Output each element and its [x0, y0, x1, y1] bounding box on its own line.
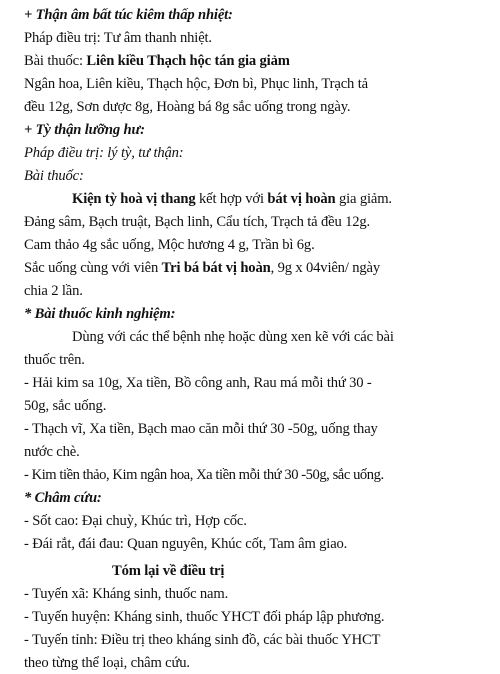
section-heading-than-am: + Thận âm bất túc kiêm thấp nhiệt:: [24, 7, 233, 23]
list-item: - Hải kim sa 10g, Xa tiền, Bồ công anh, Rau má mỗi thứ 30 -: [24, 375, 372, 391]
list-item: - Thạch vĩ, Xa tiền, Bạch mao căn mỗi thứ 30 -50g, uống thay: [24, 421, 378, 437]
ingredients-line: Ngân hoa, Liên kiều, Thạch hộc, Đơn bì, Phục linh, Trạch tả: [24, 76, 368, 92]
treatment-method-line: Pháp điều trị: lý tỳ, tư thận:: [24, 145, 184, 161]
remedy-label: Bài thuốc:: [24, 168, 84, 184]
list-item: - Tuyến tỉnh: Điều trị theo kháng sinh đồ, các bài thuốc YHCT: [24, 632, 381, 648]
text-span: kết hợp với: [195, 191, 268, 207]
remedy-name: Liên kiều Thạch hộc tán gia giảm: [86, 53, 290, 69]
remedy-name: Tri bá bát vị hoàn: [161, 260, 271, 276]
list-item-continued: 50g, sắc uống.: [24, 398, 107, 414]
text-span: Sắc uống cùng với viên: [24, 260, 162, 276]
section-heading-ty-than: + Tỳ thận lưỡng hư:: [24, 122, 145, 138]
remedy-line: [72, 190, 486, 208]
paragraph-line: thuốc trên.: [24, 352, 85, 368]
remedy-line: [24, 52, 486, 70]
list-item: - Đái rắt, đái đau: Quan nguyên, Khúc cốt, Tam âm giao.: [24, 536, 348, 552]
ingredients-line: Đảng sâm, Bạch truật, Bạch linh, Cẩu tích, Trạch tả đều 12g.: [24, 214, 371, 230]
ingredients-line: đều 12g, Sơn dược 8g, Hoàng bá 8g sắc uống trong ngày.: [24, 99, 351, 115]
treatment-method-line: Pháp điều trị: Tư âm thanh nhiệt.: [24, 30, 212, 46]
list-item: - Kim tiền thảo, Kim ngân hoa, Xa tiền mỗi thứ 30 -50g, sắc uống.: [24, 467, 384, 483]
remedy-name: Kiện tỳ hoà vị thang: [72, 191, 196, 207]
section-heading-tom-lai: Tóm lại về điều trị: [112, 563, 225, 579]
text-span: , 9g x 04viên/ ngày: [270, 260, 381, 276]
list-item: - Tuyến xã: Kháng sinh, thuốc nam.: [24, 586, 229, 602]
section-heading-cham-cuu: * Châm cứu:: [24, 490, 102, 506]
list-item: - Sốt cao: Đại chuỳ, Khúc trì, Hợp cốc.: [24, 513, 247, 529]
text-span: gia giảm.: [335, 191, 392, 207]
dosage-line: chia 2 lần.: [24, 283, 83, 299]
list-item: - Tuyến huyện: Kháng sinh, thuốc YHCT đối pháp lập phương.: [24, 609, 385, 625]
remedy-name: bát vị hoàn: [267, 191, 336, 207]
ingredients-line: Cam thảo 4g sắc uống, Mộc hương 4 g, Trần bì 6g.: [24, 237, 315, 253]
list-item-continued: nước chè.: [24, 444, 80, 460]
paragraph-line: Dùng với các thể bệnh nhẹ hoặc dùng xen kẽ với các bài: [72, 329, 394, 345]
dosage-line: [24, 259, 486, 277]
section-heading-kinh-nghiem: * Bài thuốc kinh nghiệm:: [24, 306, 176, 322]
list-item-continued: theo từng thể loại, châm cứu.: [24, 655, 190, 671]
remedy-label: Bài thuốc:: [24, 53, 87, 69]
